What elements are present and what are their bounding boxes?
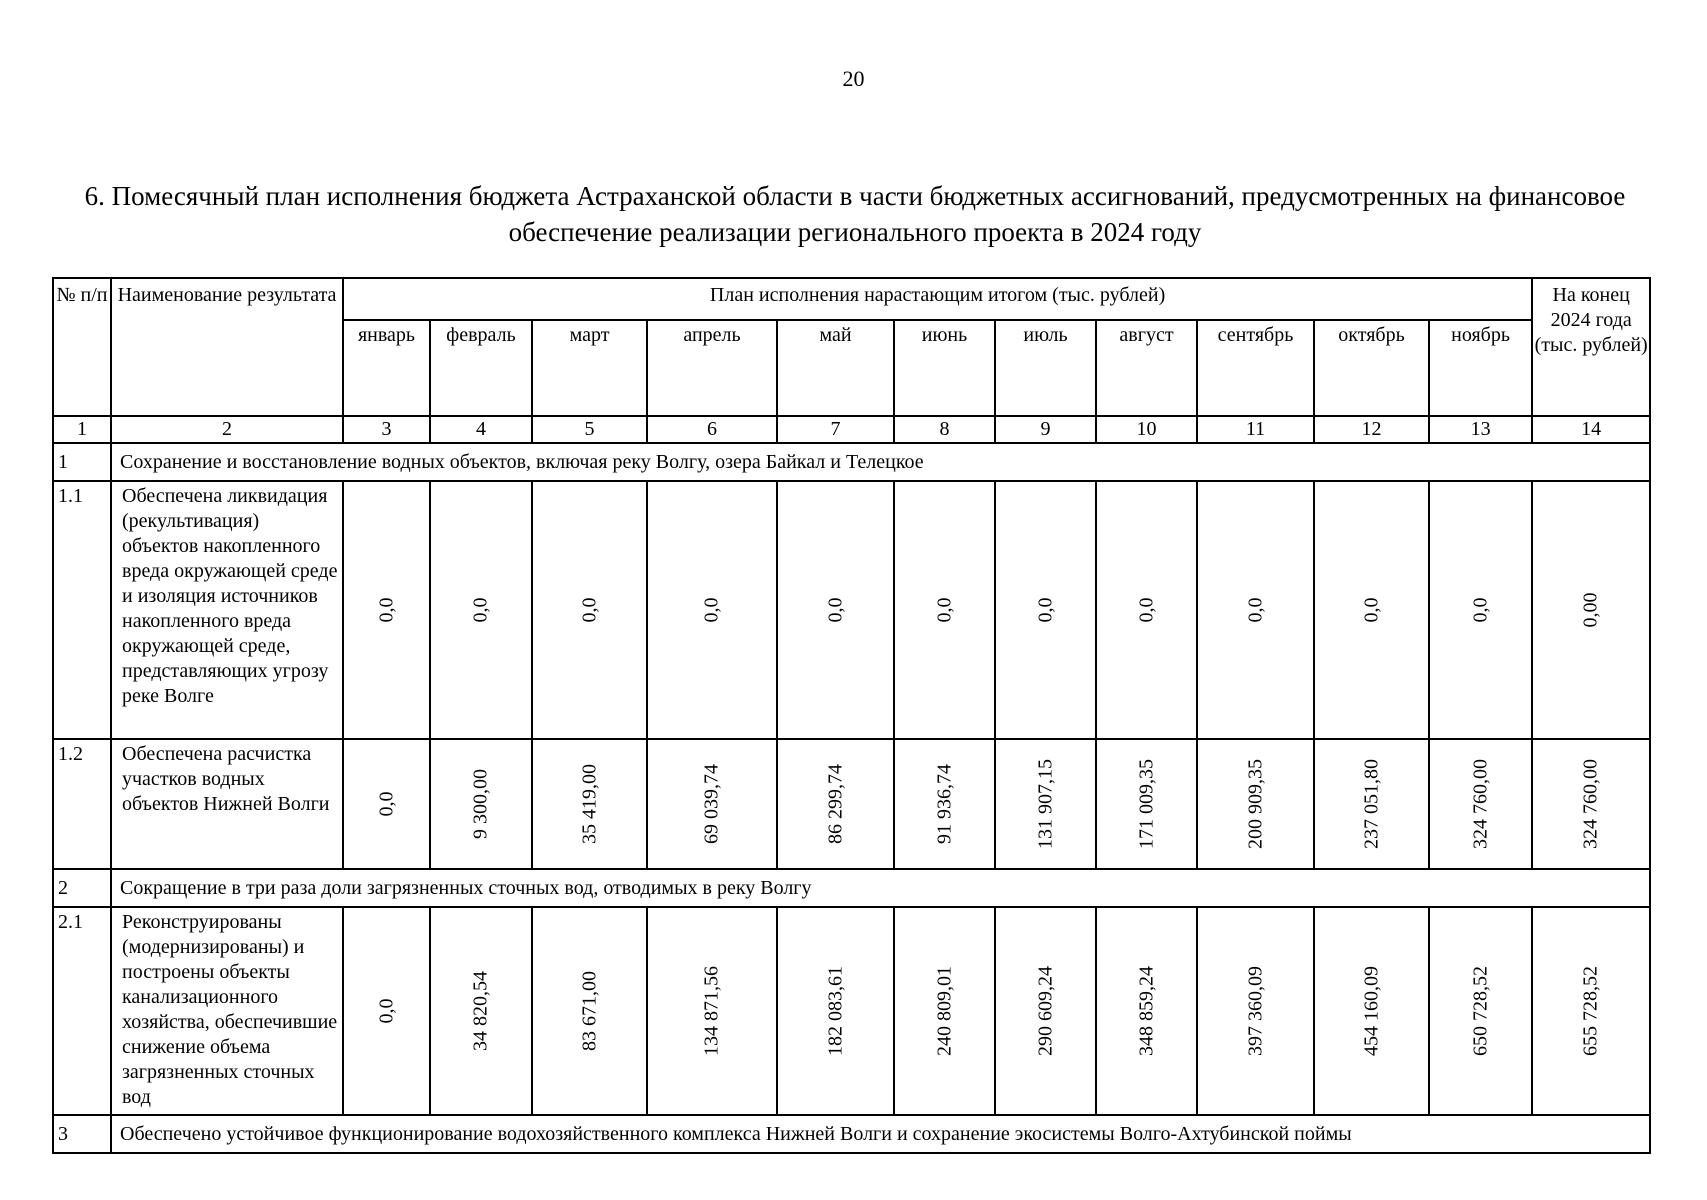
column-numbers-row — [53, 416, 1650, 443]
section-number: 3 — [53, 1115, 111, 1153]
month-value-cell — [532, 481, 647, 739]
month-value-cell — [1314, 907, 1429, 1115]
month-value: 0,0 — [375, 597, 397, 623]
result-number: 1.2 — [53, 739, 111, 869]
header-month: август — [1096, 320, 1197, 416]
month-value: 171 009,35 — [1135, 759, 1157, 849]
month-value: 86 299,74 — [824, 764, 846, 844]
month-value-cell — [1429, 481, 1532, 739]
month-value-cell — [894, 907, 995, 1115]
column-number: 10 — [1096, 416, 1197, 443]
section-name: Сохранение и восстановление водных объектов, включая реку Волгу, озера Байкал и Телецкое — [111, 443, 1650, 481]
month-value-cell — [777, 739, 894, 869]
month-value-cell — [1197, 481, 1314, 739]
header-number: № п/п — [53, 278, 111, 416]
header-month: июль — [995, 320, 1096, 416]
month-value-cell — [777, 907, 894, 1115]
column-number: 6 — [647, 416, 777, 443]
column-number: 7 — [777, 416, 894, 443]
page-number: 20 — [842, 66, 865, 91]
month-value-cell — [1314, 739, 1429, 869]
table-header — [53, 278, 1650, 416]
column-number: 5 — [532, 416, 647, 443]
section-number: 2 — [53, 869, 111, 907]
month-value: 9 300,00 — [469, 769, 492, 839]
header-plan: План исполнения нарастающим итогом (тыс. рублей) — [343, 278, 1532, 320]
result-name: Обеспечена ликвидация (рекультивация) объектов накопленного вреда окружающей среде и изоляция источников накопленного вреда окружающей среде, представляющих угрозу реке Волге — [111, 481, 343, 739]
month-value-cell — [647, 481, 777, 739]
header-year-end: На конец 2024 года (тыс. рублей) — [1532, 278, 1650, 416]
header-month: февраль — [430, 320, 532, 416]
month-value-cell — [1096, 739, 1197, 869]
month-value: 0,0 — [1469, 597, 1492, 623]
column-number: 2 — [111, 416, 343, 443]
month-value: 0,0 — [1034, 597, 1056, 623]
month-value-cell — [894, 481, 995, 739]
month-value-cell — [1197, 739, 1314, 869]
section-row — [53, 443, 1650, 481]
header-month: сентябрь — [1197, 320, 1314, 416]
document-title: 6. Помесячный план исполнения бюджета Астраханской области в части бюджетных ассигнований, предусмотренных на финансовое обеспечение реализации регионального проекта в 2024 году — [84, 181, 1626, 247]
month-value-cell — [430, 739, 532, 869]
section-row — [53, 1115, 1650, 1153]
month-value-cell — [777, 481, 894, 739]
column-number: 13 — [1429, 416, 1532, 443]
month-value-cell — [1429, 907, 1532, 1115]
month-value: 0,0 — [824, 597, 846, 623]
header-month: апрель — [647, 320, 777, 416]
month-value: 290 609,24 — [1034, 966, 1056, 1056]
section-row — [53, 869, 1650, 907]
month-value: 0,0 — [1244, 597, 1266, 623]
column-number: 11 — [1197, 416, 1314, 443]
header-month: март — [532, 320, 647, 416]
header-month: ноябрь — [1429, 320, 1532, 416]
month-value: 83 671,00 — [578, 971, 600, 1051]
result-name: Обеспечена расчистка участков водных объектов Нижней Волги — [111, 739, 343, 869]
year-end-value-cell — [1532, 739, 1650, 869]
month-value-cell — [1096, 481, 1197, 739]
month-value-cell — [343, 907, 430, 1115]
year-end-value: 324 760,00 — [1579, 759, 1602, 849]
month-value-cell — [343, 481, 430, 739]
year-end-value-cell — [1532, 481, 1650, 739]
month-value: 0,0 — [1360, 597, 1382, 623]
month-value-cell — [995, 907, 1096, 1115]
month-value: 69 039,74 — [700, 764, 723, 844]
year-end-value: 0,00 — [1579, 592, 1602, 628]
header-month: июнь — [894, 320, 995, 416]
month-value-cell — [343, 739, 430, 869]
month-value-cell — [1197, 907, 1314, 1115]
month-value: 134 871,56 — [700, 966, 723, 1056]
column-number: 9 — [995, 416, 1096, 443]
column-number: 4 — [430, 416, 532, 443]
column-number: 12 — [1314, 416, 1429, 443]
section-name: Обеспечено устойчивое функционирование водохозяйственного комплекса Нижней Волги и сохранение экосистемы Волго-Ахтубинской поймы — [111, 1115, 1650, 1153]
table-row — [53, 907, 1650, 1115]
result-number: 1.1 — [53, 481, 111, 739]
month-value: 397 360,09 — [1244, 966, 1266, 1056]
month-value-cell — [647, 907, 777, 1115]
table-row — [53, 739, 1650, 869]
month-value-cell — [894, 739, 995, 869]
month-value: 0,0 — [375, 791, 397, 817]
month-value-cell — [1096, 907, 1197, 1115]
month-value-cell — [430, 907, 532, 1115]
column-number: 14 — [1532, 416, 1650, 443]
month-value: 182 083,61 — [824, 966, 846, 1056]
month-value: 324 760,00 — [1469, 759, 1492, 849]
budget-plan-table — [52, 277, 1651, 1154]
section-number: 1 — [53, 443, 111, 481]
month-value-cell — [532, 907, 647, 1115]
month-value: 0,0 — [375, 998, 397, 1024]
month-value: 454 160,09 — [1360, 966, 1382, 1056]
month-value: 0,0 — [469, 597, 492, 623]
month-value-cell — [995, 739, 1096, 869]
month-value-cell — [647, 739, 777, 869]
month-value: 200 909,35 — [1244, 759, 1266, 849]
header-result-name: Наименование результата — [111, 278, 343, 416]
month-value-cell — [995, 481, 1096, 739]
month-value: 0,0 — [700, 597, 723, 623]
month-value: 0,0 — [1135, 597, 1157, 623]
column-number: 3 — [343, 416, 430, 443]
result-name: Реконструированы (модернизированы) и построены объекты канализационного хозяйства, обеспечившие снижение объема загрязненных сточных вод — [111, 907, 343, 1115]
month-value: 131 907,15 — [1034, 759, 1056, 849]
month-value: 240 809,01 — [933, 966, 955, 1056]
month-value-cell — [1429, 739, 1532, 869]
month-value-cell — [1314, 481, 1429, 739]
month-value-cell — [430, 481, 532, 739]
year-end-value: 655 728,52 — [1579, 966, 1602, 1056]
month-value: 91 936,74 — [933, 764, 955, 844]
header-month: май — [777, 320, 894, 416]
month-value-cell — [532, 739, 647, 869]
column-number: 1 — [53, 416, 111, 443]
month-value: 35 419,00 — [578, 764, 600, 844]
header-month: январь — [343, 320, 430, 416]
column-number: 8 — [894, 416, 995, 443]
result-number: 2.1 — [53, 907, 111, 1115]
table-row — [53, 481, 1650, 739]
month-value: 0,0 — [933, 597, 955, 623]
header-month: октябрь — [1314, 320, 1429, 416]
section-name: Сокращение в три раза доли загрязненных сточных вод, отводимых в реку Волгу — [111, 869, 1650, 907]
year-end-value-cell — [1532, 907, 1650, 1115]
month-value: 237 051,80 — [1360, 759, 1382, 849]
month-value: 34 820,54 — [469, 971, 492, 1051]
month-value: 0,0 — [578, 597, 600, 623]
month-value: 348 859,24 — [1135, 966, 1157, 1056]
month-value: 650 728,52 — [1469, 966, 1492, 1056]
